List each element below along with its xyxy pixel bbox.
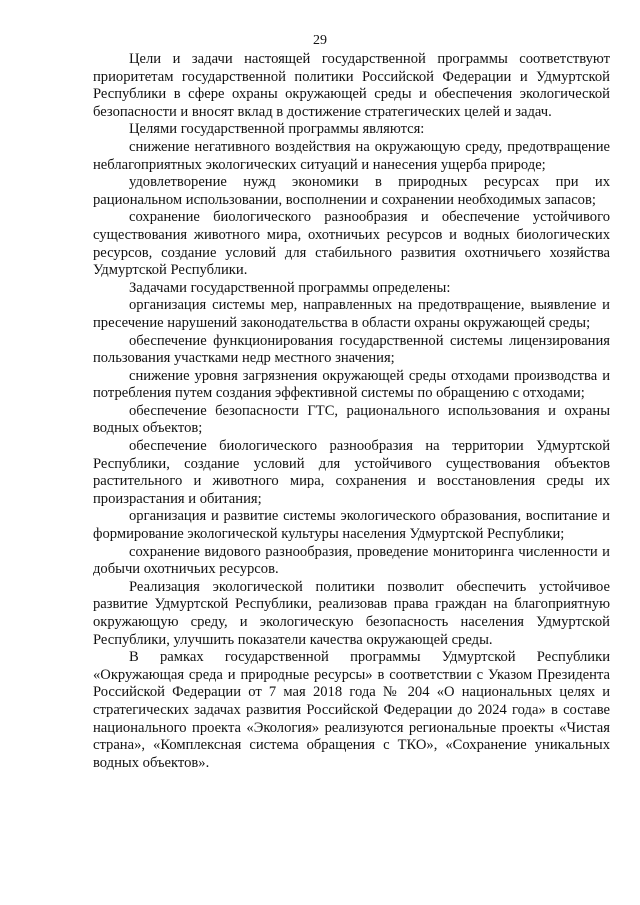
paragraph-task-2: обеспечение функционирования государственной системы лицензирования пользования участками недр местного значения; [93,332,610,367]
document-body [93,51,610,772]
paragraph-task-3: снижение уровня загрязнения окружающей среды отходами производства и потребления путем создания эффективной системы по обращению с отходами; [93,367,610,402]
paragraph-national-projects: В рамках государственной программы Удмуртской Республики «Окружающая среда и природные ресурсы» в соответствии с Указом Президента Российской Федерации от 7 мая 2018 года № 204 «О национальных целях и стратегических задачах развития Российской Федерации до 2024 года» в составе национального проекта «Экология» реализуются региональные проекты «Чистая страна», «Комплексная система обращения с ТКО», «Сохранение уникальных водных объектов». [93,649,610,771]
paragraph-goal-1: снижение негативного воздействия на окружающую среду, предотвращение неблагоприятных экологических ситуаций и нанесения ущерба природе; [93,138,610,173]
paragraph-task-7: сохранение видового разнообразия, проведение мониторинга численности и добычи охотничьих ресурсов. [93,543,610,578]
paragraph-goal-3: сохранение биологического разнообразия и обеспечение устойчивого существования животного мира, охотничьих ресурсов и водных биологических ресурсов, создание условий для стабильного развития охотничьего хозяйства Удмуртской Республики. [93,209,610,279]
paragraph-task-6: организация и развитие системы экологического образования, воспитание и формирование экологической культуры населения Удмуртской Республики; [93,508,610,543]
page-number: 29 [313,33,327,48]
paragraph-policy-outcome: Реализация экологической политики позволит обеспечить устойчивое развитие Удмуртской Республики, реализовав права граждан на благоприятную окружающую среду, и экологическую безопасность населения Удмуртской Республики, улучшить показатели качества окружающей среды. [93,578,610,648]
paragraph-task-5: обеспечение биологического разнообразия на территории Удмуртской Республики, создание условий для устойчивого существования объектов растительного и животного мира, сохранения и восстановления среды их произрастания и обитания; [93,438,610,507]
paragraph-task-4: обеспечение безопасности ГТС, рационального использования и охраны водных объектов; [93,402,610,437]
paragraph-goal-2: удовлетворение нужд экономики в природных ресурсах при их рациональном использовании, восполнении и сохранении необходимых запасов; [93,174,610,208]
paragraph-goals-intro: Цели и задачи настоящей государственной программы соответствуют приоритетам государственной политики Российской Федерации и Удмуртской Республики в сфере охраны окружающей среды и обеспечения экологической безопасности и вносят вклад в достижение стратегических целей и задач. [93,51,610,120]
paragraph-tasks-heading: Задачами государственной программы определены: [129,279,451,296]
paragraph-goals-heading: Целями государственной программы являются: [129,121,425,138]
paragraph-task-1: организация системы мер, направленных на предотвращение, выявление и пресечение нарушений законодательства в области охраны окружающей среды; [93,297,610,331]
